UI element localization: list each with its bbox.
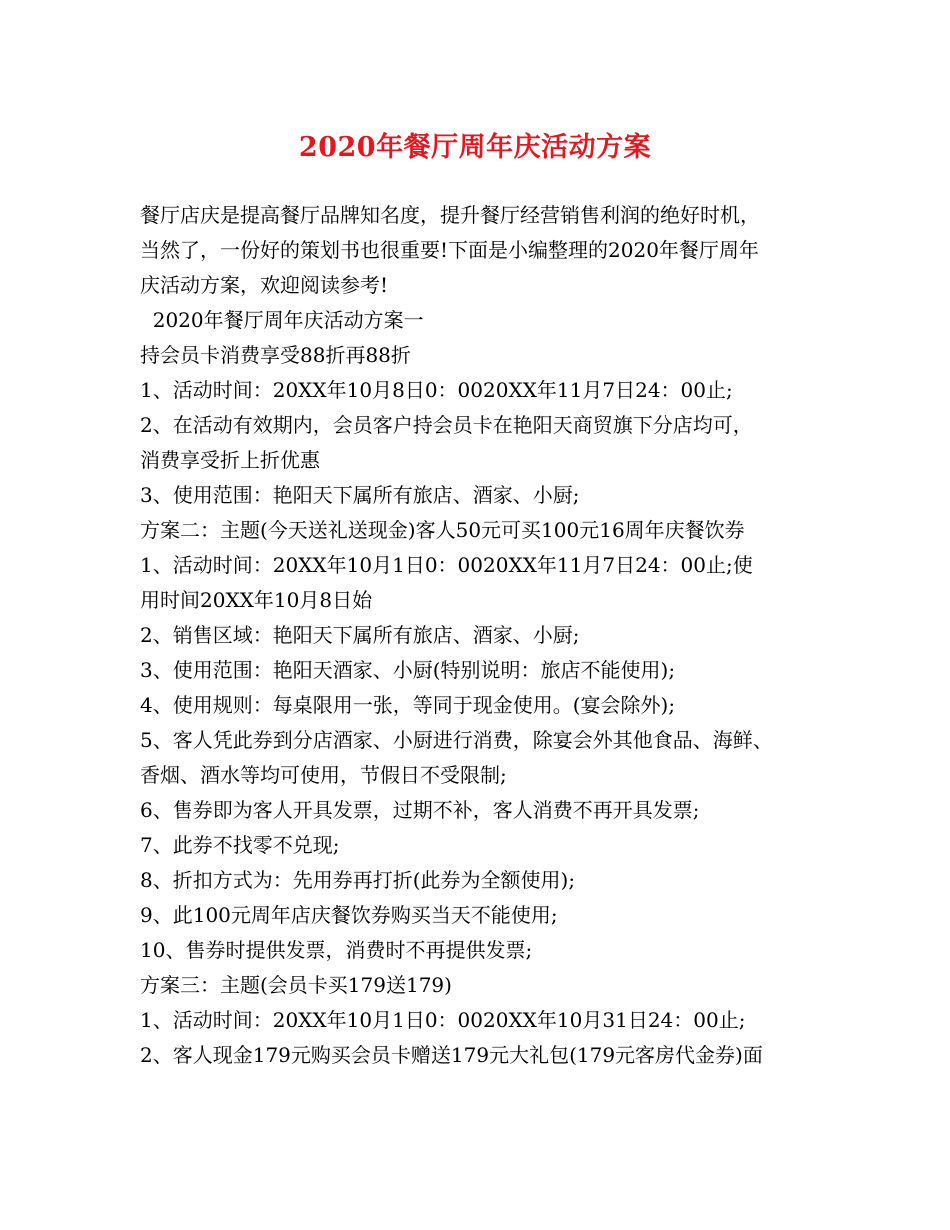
paragraph-line: 方案二：主题(今天送礼送现金)客人50元可买100元16周年庆餐饮券 bbox=[140, 518, 745, 542]
paragraph-line: 3、使用范围：艳阳天下属所有旅店、酒家、小厨; bbox=[140, 483, 580, 507]
paragraph-line: 6、售券即为客人开具发票，过期不补，客人消费不再开具发票; bbox=[140, 798, 700, 822]
paragraph-line: 2020年餐厅周年庆活动方案一 bbox=[140, 308, 424, 332]
paragraph-line: 香烟、酒水等均可使用，节假日不受限制; bbox=[140, 763, 507, 787]
paragraph-line: 2、客人现金179元购买会员卡赠送179元大礼包(179元客房代金券)面 bbox=[140, 1043, 763, 1067]
paragraph-line: 4、使用规则：每桌限用一张，等同于现金使用。(宴会除外); bbox=[140, 693, 676, 717]
paragraph-line: 方案三：主题(会员卡买179送179) bbox=[140, 973, 452, 997]
document-body bbox=[140, 198, 840, 1073]
paragraph-line: 8、折扣方式为：先用券再打折(此券为全额使用); bbox=[140, 868, 576, 892]
document-title: 2020年餐厅周年庆活动方案 bbox=[298, 132, 652, 163]
paragraph-line: 庆活动方案，欢迎阅读参考! bbox=[140, 273, 389, 297]
paragraph-line: 9、此100元周年店庆餐饮券购买当天不能使用; bbox=[140, 903, 558, 927]
paragraph-line: 餐厅店庆是提高餐厅品牌知名度，提升餐厅经营销售利润的绝好时机， bbox=[140, 203, 760, 227]
paragraph-line: 2、在活动有效期内，会员客户持会员卡在艳阳天商贸旗下分店均可， bbox=[140, 413, 753, 437]
paragraph-line: 7、此券不找零不兑现; bbox=[140, 833, 340, 857]
paragraph-line: 10、售券时提供发票，消费时不再提供发票; bbox=[140, 938, 533, 962]
paragraph-line: 1、活动时间：20XX年10月1日0：0020XX年11月7日24：00止;使 bbox=[140, 553, 753, 577]
paragraph-line: 持会员卡消费享受88折再88折 bbox=[140, 343, 411, 367]
paragraph-line: 1、活动时间：20XX年10月8日0：0020XX年11月7日24：00止; bbox=[140, 378, 733, 402]
paragraph-line: 消费享受折上折优惠 bbox=[140, 448, 320, 472]
paragraph-line: 1、活动时间：20XX年10月1日0：0020XX年10月31日24：00止; bbox=[140, 1008, 746, 1032]
paragraph-line: 3、使用范围：艳阳天酒家、小厨(特别说明：旅店不能使用); bbox=[140, 658, 676, 682]
paragraph-line: 5、客人凭此券到分店酒家、小厨进行消费，除宴会外其他食品、海鲜、 bbox=[140, 728, 773, 752]
paragraph-line: 当然了，一份好的策划书也很重要!下面是小编整理的2020年餐厅周年 bbox=[140, 238, 759, 262]
paragraph-line: 用时间20XX年10月8日始 bbox=[140, 588, 373, 612]
paragraph-line: 2、销售区域：艳阳天下属所有旅店、酒家、小厨; bbox=[140, 623, 580, 647]
